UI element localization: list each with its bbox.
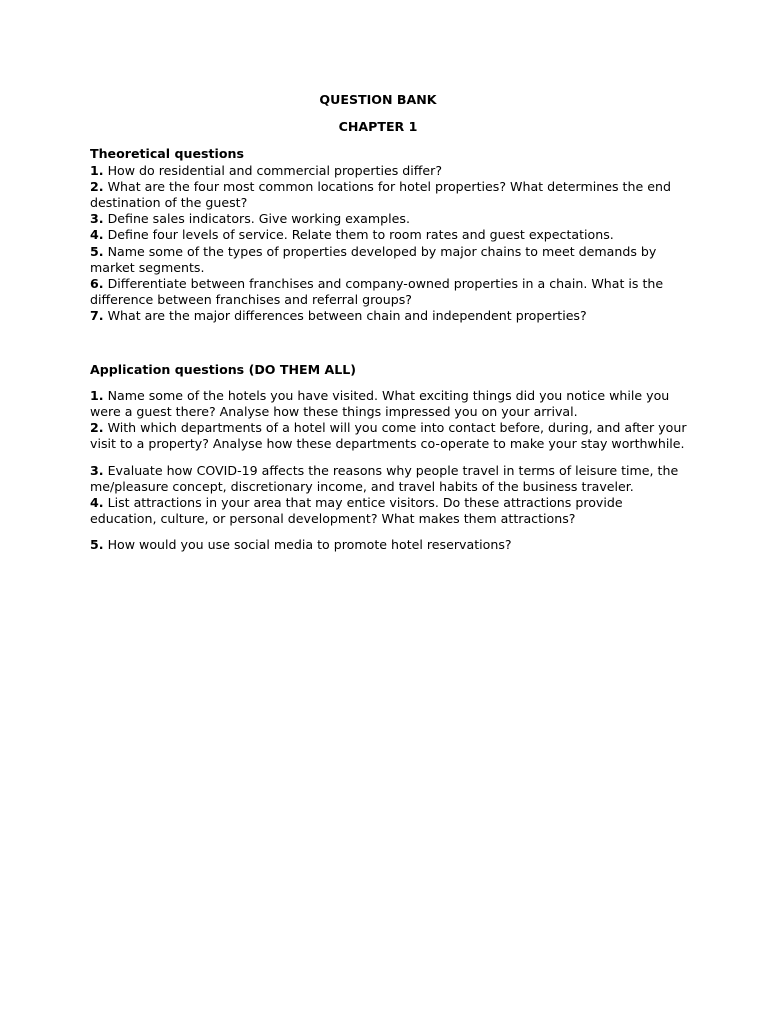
question-text: Name some of the hotels you have visited. What exciting things did you notice while you were a guest there? Analyse how these things impressed you on your arrival. (90, 387, 670, 420)
question-item (90, 463, 690, 495)
question-text: With which departments of a hotel will you come into contact before, during, and after your visit to a property? Analyse how these departments co-operate to make your stay worthwhile. (90, 420, 687, 452)
question-number: 1. (90, 387, 104, 403)
question-number: 4. (90, 227, 104, 243)
question-text: Define four levels of service. Relate them to room rates and guest expectations. (103, 227, 614, 243)
question-text: Differentiate between franchises and company-owned properties in a chain. What is the difference between franchises and referral groups? (90, 276, 664, 308)
question-number: 5. (90, 243, 104, 259)
document-page (90, 92, 690, 554)
question-number: 2. (90, 178, 104, 194)
question-item (90, 420, 690, 452)
question-number: 4. (90, 495, 104, 511)
question-text: How would you use social media to promote hotel reservations? (103, 537, 512, 553)
application-question-list (90, 388, 690, 554)
question-number: 6. (90, 276, 104, 292)
spacer (90, 527, 690, 537)
theoretical-heading: Theoretical questions (90, 146, 244, 162)
question-number: 3. (90, 462, 104, 478)
question-item (90, 179, 690, 211)
question-number: 5. (90, 537, 104, 553)
question-item (90, 276, 690, 308)
question-item (90, 388, 690, 420)
theoretical-question-list (90, 163, 690, 325)
question-text: How do residential and commercial properties differ? (103, 162, 443, 178)
question-number: 2. (90, 420, 104, 436)
question-text: List attractions in your area that may entice visitors. Do these attractions provide education, culture, or personal development? What makes them attractions? (90, 495, 623, 527)
document-title: QUESTION BANK (319, 92, 437, 107)
question-item (90, 211, 690, 227)
spacer (90, 453, 690, 463)
application-heading: Application questions (DO THEM ALL) (90, 361, 357, 377)
question-item (90, 244, 690, 276)
question-number: 3. (90, 211, 104, 227)
question-text: Name some of the types of properties developed by major chains to meet demands by market segments. (90, 243, 657, 275)
chapter-title: CHAPTER 1 (338, 119, 418, 135)
question-item (90, 537, 690, 553)
question-text: What are the four most common locations for hotel properties? What determines the end destination of the guest? (90, 178, 671, 211)
question-item (90, 163, 690, 179)
question-item (90, 227, 690, 243)
question-number: 7. (90, 308, 104, 324)
question-text: What are the major differences between chain and independent properties? (103, 308, 587, 324)
question-item (90, 495, 690, 527)
question-text: Define sales indicators. Give working examples. (103, 211, 410, 227)
question-item (90, 308, 690, 324)
question-number: 1. (90, 162, 104, 178)
question-text: Evaluate how COVID-19 affects the reasons why people travel in terms of leisure time, the me/pleasure concept, discretionary income, and travel habits of the business traveler. (90, 462, 679, 494)
